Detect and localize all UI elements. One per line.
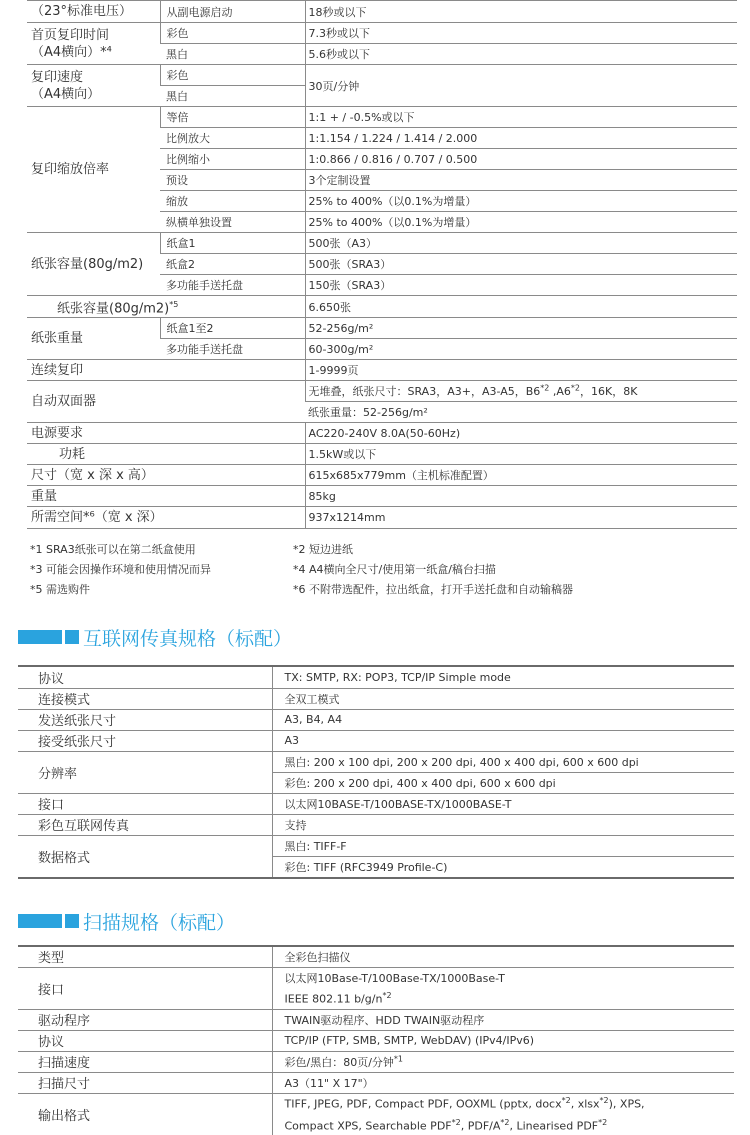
spec-label (27, 23, 160, 65)
spec-value-text: 无堆叠，纸张尺寸：SRA3，A3+，A3-A5，B6 (308, 385, 541, 399)
spec-label: 重量 (27, 486, 305, 507)
spec-value: 彩色: 200 x 200 dpi, 400 x 400 dpi, 600 x 600 dpi (272, 772, 734, 793)
table-row (27, 360, 737, 381)
spec-value-text: ,A6 (549, 385, 571, 399)
spec-label: （23°标准电压） (27, 1, 160, 23)
spec-sub-label: 从副电源启动 (160, 1, 305, 23)
spec-value: TX: SMTP, RX: POP3, TCP/IP Simple mode (284, 670, 511, 684)
table-row (27, 486, 737, 507)
spec-label: 驱动程序 (18, 1009, 272, 1030)
spec-sub-label: 比例缩小 (160, 149, 305, 170)
spec-value: 7.3秒或以下 (305, 23, 737, 44)
spec-label: 彩色互联网传真 (18, 814, 272, 835)
spec-value: 以太网10Base-T/100Base-TX/1000Base-T (272, 967, 734, 988)
fax-section-header (18, 622, 718, 652)
copy-spec-table (27, 0, 737, 529)
spec-sub-label: 彩色 (160, 65, 305, 86)
section-title: 互联网传真规格（标配） (83, 628, 293, 650)
section-accent-square (65, 914, 79, 928)
spec-value-text: , xlsx (570, 1098, 600, 1112)
spec-value: 500张（SRA3） (305, 254, 737, 275)
footnote-mark: *1 (393, 1053, 404, 1063)
spec-value: 黑白: 200 x 100 dpi, 200 x 200 dpi, 400 x 400 dpi, 600 x 600 dpi (272, 751, 734, 772)
table-row (27, 465, 737, 486)
spec-label: 分辨率 (18, 751, 272, 793)
spec-label-line: 首页复印时间 (31, 27, 110, 43)
spec-value-text: Compact XPS, Searchable PDF (284, 1119, 452, 1133)
spec-value: 150张（SRA3） (305, 275, 737, 296)
spec-value: 1:1 + / -0.5%或以下 (305, 107, 737, 128)
section-accent-bar (18, 914, 62, 928)
table-row (27, 318, 737, 339)
footnote-mark: *2 (500, 1117, 510, 1127)
spec-sub-label: 多功能手送托盘 (160, 275, 305, 296)
table-row (27, 233, 737, 254)
spec-sub-label: 纸盒1至2 (160, 318, 305, 339)
spec-value: A3, B4, A4 (272, 709, 734, 730)
footnote-mark: *2 (561, 1096, 571, 1106)
spec-value: TCP/IP (FTP, SMB, SMTP, WebDAV) (IPv4/IPv6) (272, 1030, 734, 1051)
table-row (18, 793, 734, 814)
spec-label: 连续复印 (27, 360, 305, 381)
section-accent-square (65, 630, 79, 644)
table-row (18, 1072, 734, 1093)
table-row (18, 946, 734, 967)
spec-value (272, 1114, 734, 1135)
spec-value: 支持 (272, 814, 734, 835)
spec-label: 自动双面器 (27, 381, 305, 423)
spec-value: 黑白: TIFF-F (272, 835, 734, 856)
spec-value: 纸张重量：52-256g/m² (305, 402, 737, 423)
spec-label: 功耗 (27, 444, 305, 465)
spec-label: 扫描尺寸 (18, 1072, 272, 1093)
spec-value: 85kg (305, 486, 737, 507)
spec-label-line: 复印速度 (31, 69, 84, 85)
table-row (18, 666, 734, 688)
spec-value: 全双工模式 (272, 688, 734, 709)
spec-sub-label: 多功能手送托盘 (160, 339, 305, 360)
table-row (18, 709, 734, 730)
table-row (18, 1093, 734, 1114)
spec-label: 类型 (18, 946, 272, 967)
spec-value: A3 (272, 730, 734, 751)
footnote-mark: *2 (599, 1096, 609, 1106)
table-row (27, 1, 737, 23)
spec-value: A3（11" X 17"） (272, 1072, 734, 1093)
spec-sub-label: 彩色 (160, 23, 305, 44)
spec-label-line: （A4横向） (31, 86, 101, 102)
spec-label: 尺寸（宽 x 深 x 高） (27, 465, 305, 486)
spec-value: TWAIN驱动程序、HDD TWAIN驱动程序 (272, 1009, 734, 1030)
spec-value: 18秒或以下 (305, 1, 737, 23)
section-accent-bar (18, 630, 62, 644)
spec-value: AC220-240V 8.0A(50-60Hz) (305, 423, 737, 444)
spec-value: 1:0.866 / 0.816 / 0.707 / 0.500 (305, 149, 737, 170)
spec-label: 所需空间*⁶（宽 x 深） (27, 507, 305, 529)
spec-value: 1-9999页 (305, 360, 737, 381)
scan-spec-table (18, 945, 734, 1135)
spec-sub-label: 等倍 (160, 107, 305, 128)
footnote: *4 A4横向全尺寸/使用第一纸盒/稿台扫描 (293, 563, 496, 576)
spec-value: 25% to 400%（以0.1%为增量） (305, 191, 737, 212)
spec-label: 接受纸张尺寸 (18, 730, 272, 751)
table-row (18, 688, 734, 709)
footnote-mark: *2 (598, 1117, 608, 1127)
table-row (18, 1030, 734, 1051)
spec-value: 500张（A3） (305, 233, 737, 254)
spec-value: 25% to 400%（以0.1%为增量） (305, 212, 737, 233)
spec-sub-label: 黑白 (160, 86, 305, 107)
spec-label: 输出格式 (18, 1093, 272, 1135)
footnote: *5 需选购件 (30, 583, 90, 596)
spec-label: 接口 (18, 967, 272, 1009)
spec-value: 以太网10BASE-T/100BASE-TX/1000BASE-T (272, 793, 734, 814)
spec-label: 连接模式 (18, 688, 272, 709)
table-row (27, 444, 737, 465)
spec-label: 电源要求 (27, 423, 305, 444)
spec-label: 协议 (18, 1030, 272, 1051)
spec-value-text: TIFF, JPEG, PDF, Compact PDF, OOXML (pptx, docx (284, 1098, 562, 1112)
spec-value: 5.6秒或以下 (305, 44, 737, 65)
spec-label-line: （A4横向）*⁴ (31, 44, 112, 60)
table-row (18, 751, 734, 772)
spec-value (272, 1051, 734, 1072)
spec-sub-label: 黑白 (160, 44, 305, 65)
spec-value: 615x685x779mm（主机标准配置） (305, 465, 737, 486)
spec-sub-label: 缩放 (160, 191, 305, 212)
section-title: 扫描规格（标配） (83, 912, 236, 934)
footnote-mark: *2 (382, 990, 392, 1000)
footnotes (30, 541, 730, 601)
spec-value (305, 381, 737, 402)
spec-label (27, 65, 160, 107)
spec-value-text: IEEE 802.11 b/g/n (284, 992, 383, 1006)
footnote-row (30, 561, 730, 581)
spec-value-text: ), XPS, (608, 1098, 645, 1112)
table-row (27, 296, 737, 318)
spec-label: 协议 (18, 666, 272, 688)
spec-value: 1.5kW或以下 (305, 444, 737, 465)
table-row (27, 23, 737, 44)
spec-label: 发送纸张尺寸 (18, 709, 272, 730)
table-row (18, 1051, 734, 1072)
spec-label: 纸张重量 (27, 318, 160, 360)
footnote-mark: *2 (451, 1117, 461, 1127)
footnote-row (30, 581, 730, 601)
spec-value: 60-300g/m² (305, 339, 737, 360)
spec-label-text: 纸张容量(80g/m2) (57, 301, 170, 317)
table-row (18, 730, 734, 751)
spec-value-text: 彩色/黑白：80页/分钟 (284, 1055, 394, 1069)
spec-label: 扫描速度 (18, 1051, 272, 1072)
spec-sub-label: 预设 (160, 170, 305, 191)
footnote: *2 短边进纸 (293, 543, 353, 556)
spec-value-text: ，16K，8K (579, 385, 638, 399)
spec-label (27, 296, 305, 318)
table-row (27, 65, 737, 86)
footnote-row (30, 541, 730, 561)
footnote-mark: *2 (540, 383, 550, 393)
table-row (27, 107, 737, 128)
footnote-mark: *5 (169, 300, 179, 309)
spec-value (272, 1093, 734, 1114)
spec-label: 接口 (18, 793, 272, 814)
fax-spec-table (18, 665, 734, 879)
spec-value: 3个定制设置 (305, 170, 737, 191)
spec-sub-label: 比例放大 (160, 128, 305, 149)
spec-value-text: , Linearised PDF (509, 1119, 599, 1133)
spec-sub-label: 纸盒2 (160, 254, 305, 275)
table-row (18, 1009, 734, 1030)
spec-value-text: , PDF/A (460, 1119, 501, 1133)
spec-value (272, 988, 734, 1009)
spec-value: 全彩色扫描仪 (284, 950, 351, 964)
spec-value: 1:1.154 / 1.224 / 1.414 / 2.000 (305, 128, 737, 149)
spec-label: 数据格式 (18, 835, 272, 878)
footnote-mark: *2 (570, 383, 580, 393)
spec-label: 复印缩放倍率 (27, 107, 160, 233)
footnote: *1 SRA3纸张可以在第二纸盒使用 (30, 543, 196, 556)
footnote: *3 可能会因操作环境和使用情况而异 (30, 563, 211, 576)
table-row (18, 835, 734, 856)
table-row (27, 423, 737, 444)
spec-sub-label: 纸盒1 (160, 233, 305, 254)
table-row (27, 381, 737, 402)
footnote: *6 不附带选配件，拉出纸盒，打开手送托盘和自动输稿器 (293, 583, 573, 596)
spec-value: 彩色: TIFF (RFC3949 Profile-C) (272, 856, 734, 878)
table-row (18, 967, 734, 988)
spec-value: 52-256g/m² (305, 318, 737, 339)
spec-label: 纸张容量(80g/m2) (27, 233, 160, 296)
spec-value: 6.650张 (305, 296, 737, 318)
spec-value: 937x1214mm (305, 507, 737, 529)
table-row (27, 507, 737, 529)
table-row (18, 814, 734, 835)
spec-value: 30页/分钟 (305, 65, 737, 107)
spec-sub-label: 纵横单独设置 (160, 212, 305, 233)
scan-section-header (18, 906, 718, 936)
